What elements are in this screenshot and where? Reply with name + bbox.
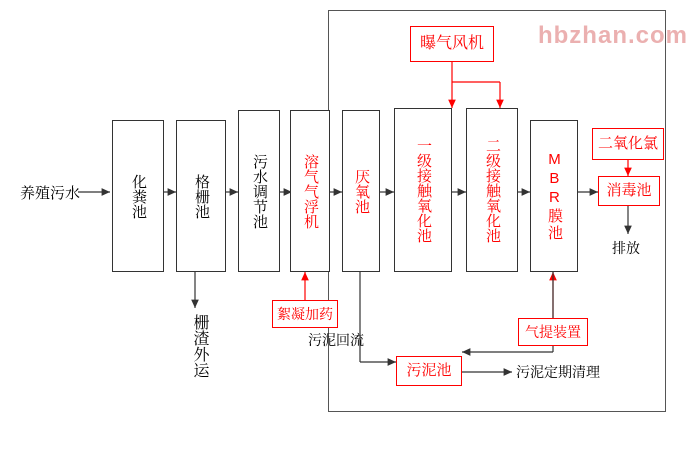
node-erji-jiechu-yanghuachi[interactable]	[466, 108, 518, 272]
node-huafenchi[interactable]	[112, 120, 164, 272]
node-baoqifengji-label: 曝气风机	[419, 34, 484, 52]
node-mbr-label: MBR膜池	[545, 150, 563, 242]
node-rongqiqifuji-label: 溶气气浮机	[301, 153, 319, 229]
node-wuniichi-label: 污泥池	[406, 362, 452, 380]
node-tiaojiechi[interactable]	[238, 110, 280, 272]
node-yanyangchi[interactable]	[342, 110, 380, 272]
node-yiji-label: 一级接触氧化池	[414, 137, 432, 243]
node-qitizhuangzhi[interactable]	[518, 318, 588, 346]
label-shanzha-waiyun: 栅渣外运	[191, 314, 208, 378]
label-paifang: 排放	[612, 240, 640, 256]
node-xiaoduchi-label: 消毒池	[606, 182, 652, 200]
node-erji-label: 二级接触氧化池	[483, 137, 501, 243]
label-wuni-huiliu: 污泥回流	[308, 332, 364, 348]
node-baoqifengji[interactable]	[410, 26, 494, 62]
label-wuni-dingqi-qingli: 污泥定期清理	[516, 364, 600, 380]
node-tiaojiechi-label: 污水调节池	[250, 153, 268, 229]
node-eryanghualv-label: 二氧化氯	[597, 135, 658, 153]
node-yiji-jiechu-yanghuachi[interactable]	[394, 108, 452, 272]
node-xuningjiayao[interactable]	[272, 300, 338, 328]
watermark-text: hbzhan.com	[537, 22, 688, 49]
node-mbr-mochi[interactable]	[530, 120, 578, 272]
node-xuningjiayao-label: 絮凝加药	[277, 305, 333, 322]
node-gashanchi[interactable]	[176, 120, 226, 272]
node-gashanchi-label: 格栅池	[192, 173, 210, 219]
node-qitizhuangzhi-label: 气提装置	[525, 323, 581, 340]
node-yanyangchi-label: 厌氧池	[352, 168, 370, 214]
node-xiaoduchi[interactable]	[598, 176, 660, 206]
node-rongqiqifuji[interactable]	[290, 110, 330, 272]
inlet-label: 养殖污水	[20, 185, 81, 202]
node-wuniichi[interactable]	[396, 356, 462, 386]
node-eryanghualv[interactable]	[592, 128, 664, 160]
node-huafenchi-label: 化粪池	[129, 173, 147, 219]
